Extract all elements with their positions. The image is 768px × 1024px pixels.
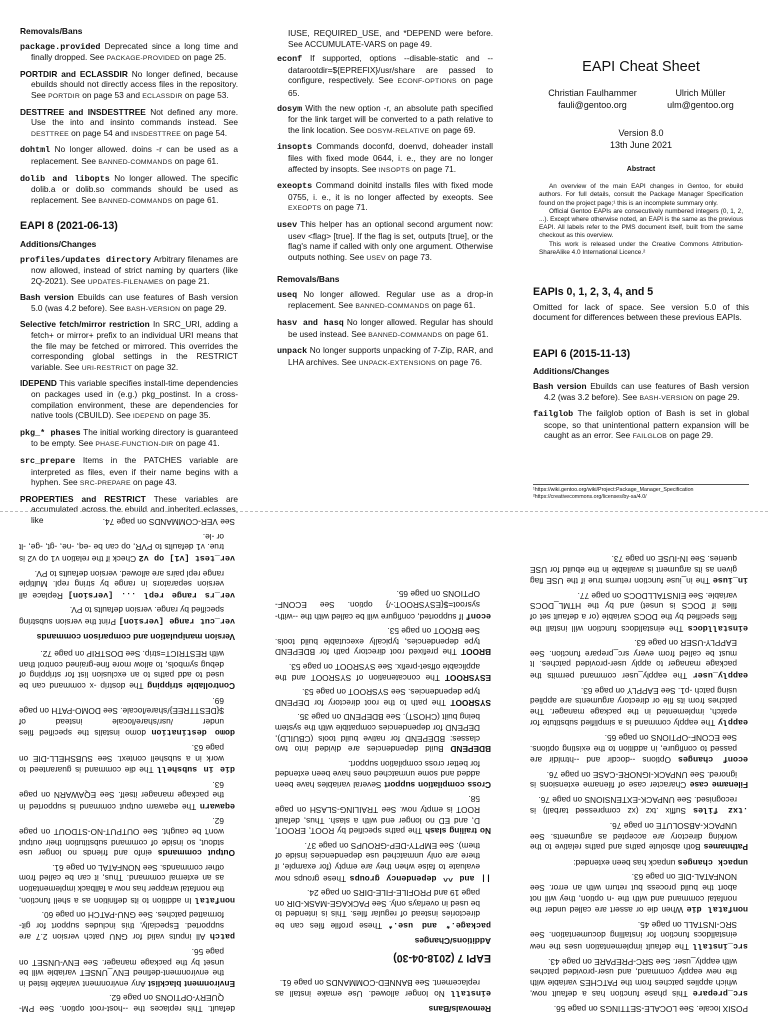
additions-heading: Additions/Changes [20, 238, 97, 249]
entry-page: on page 61. [442, 328, 489, 339]
entry-term: PORTDIR and ECLASSDIR [20, 68, 128, 79]
entry-page: on page 53 and [79, 89, 143, 100]
entry-page: on page 29. [693, 391, 740, 402]
entry-text: No longer allowed. The specific dolib.a or dolib.so commands should be used as replacement. See [31, 172, 238, 205]
entry [20, 173, 238, 208]
entry [20, 427, 238, 451]
entry-reference: PACKAGE-PROVIDED [106, 55, 180, 63]
footnotes [533, 484, 749, 501]
author-2 [667, 87, 734, 111]
entry-term: patch [209, 931, 235, 942]
entry-term: nonfatal [194, 894, 235, 905]
entry-text: If supported, options --disable-static and --datarootdir=${EPREFIX}/usr/share are passed to configure, respectively. See [288, 53, 493, 86]
entry-reference: UPDATES-FILENAMES [87, 278, 164, 286]
entry-term: pkg_* phases [20, 427, 81, 438]
entry-text: Arbitrary filenames are now allowed, instead of strict naming by quarters (like 2Q-2021). See [31, 253, 238, 286]
entry-page: on page 29. [667, 430, 714, 441]
top-right-column [533, 52, 749, 512]
entry-page: on page 73. [385, 251, 432, 262]
entry [19, 862, 235, 905]
entry [275, 712, 491, 754]
entry [275, 977, 491, 999]
version-date: 13th June 2021 [609, 139, 673, 150]
entry-text: This variable specifies install-time dependencies on packages used in (e.g.) pkg_postinst. In a cross-compilation environment, these are dependencies for native tools (CBUILD). See [31, 378, 238, 421]
entry-term: eqawarn [199, 800, 235, 811]
bottom-left-column [19, 514, 235, 1014]
abstract [533, 183, 749, 257]
version-commands-heading: Version manipulation and comparison commands [36, 631, 235, 642]
bottom-middle-column [275, 514, 491, 1014]
entry-text: unpack has been extended: [573, 857, 676, 868]
entry [277, 345, 493, 369]
entry-term: nonfatal die [686, 904, 748, 915]
author-1-email: fauli@gentoo.org [558, 99, 627, 110]
entry-term: failglob [533, 409, 574, 420]
authors [533, 87, 749, 111]
entry-text: These variables are accumulated across the ebuild and inherited eclasses, like [31, 493, 239, 525]
entry [19, 910, 235, 943]
entry-term: die in subshell [157, 764, 235, 775]
entry [275, 840, 491, 883]
entry-page: on page 35. [164, 410, 211, 421]
entry-reference: EXEOPTS [288, 205, 322, 213]
entry [277, 103, 493, 138]
entry-text: The concatenation of SYSROOT and the applicable offset-prefix. See SYSROOT on page 53. [275, 661, 480, 683]
entry-text: Options --docdir and --htmldir are passed to configure, in addition to the existing options. See ECONF-OPTIONS on page 65. [530, 732, 737, 766]
entry-reference: BASH-VERSION [639, 394, 694, 402]
entry [275, 888, 491, 931]
entry-page: on page 71. [409, 163, 457, 174]
entry-reference: BANNED-COMMANDS [98, 158, 173, 166]
entry-text: The paths specified by ROOT, EROOT, D, and ED no longer end with a slash. Thus, default ROOT is empty now. See TRAILING-SLASH on page 58. [274, 794, 480, 837]
entry-term: useq [277, 289, 298, 300]
entry-text: No longer allowed. Use emake install as replacement. See BANNED-COMMANDS on page 61. [275, 977, 480, 1000]
entry-page: on page 54 and [68, 127, 132, 138]
entry [20, 378, 238, 422]
entry-term: dosym [277, 103, 303, 114]
entry-term: dolib and libopts [20, 173, 110, 184]
entry-reference: DESTTREE [31, 130, 69, 138]
entry [530, 553, 748, 586]
abstract-paragraph: This work is released under the Creative Commons Attribution-ShareAlike 4.0 International Licence.² [539, 240, 743, 256]
entry-term: src_install [692, 941, 748, 952]
entry-text: Several variables have been added and some unmatched ones have been extended for better cross compilation support. [275, 758, 480, 790]
entry [275, 794, 491, 836]
entry-term: PROPERTIES and RESTRICT [20, 493, 146, 504]
entry-term: ver_cut range [version] [118, 616, 235, 626]
entry-text: The initial working directory is guaranteed to be empty. See [31, 426, 239, 449]
entry-text: With the new option -r, an absolute path specified for the link target will be converted to a path relative to the link location. See [288, 102, 493, 135]
entry-text: The eqawarn output command is supported in the package manager itself. See EQAWARN on page 63. [19, 779, 224, 812]
entry-term: econf [465, 610, 491, 621]
entry [19, 816, 235, 858]
entry-page: on page 29. [180, 302, 227, 313]
entry-term: SYSROOT [450, 697, 491, 708]
entry-term: Pathnames [703, 842, 748, 853]
entry-term: Selective fetch/mirror restriction [20, 319, 150, 330]
entry-term: Controllable stripping [147, 680, 235, 691]
entry [20, 292, 238, 315]
entry-term: eapply [717, 717, 748, 728]
version-number: Version 8.0 [618, 127, 664, 138]
top-middle-column [277, 28, 493, 512]
entry-term: Bash version [20, 292, 74, 303]
entry-term: usev [277, 219, 298, 230]
entry-text: The die command is guaranteed to work in a subshell context. See SUBSHELL-DIE on page 63. [18, 742, 224, 776]
entry [20, 144, 238, 168]
entry-text: In addition to its definition as a shell function, the nonfatal wrapper has now a fallback implementation as an external command. Thus, it can be called from other commands. See NONFATAL on page 61. [19, 862, 224, 906]
eapi7-heading: EAPI 7 (2018-04-30) [393, 952, 491, 965]
entry-text: Ebuilds can use features of Bash version 4.2 (was 3.2 before). See [544, 380, 750, 402]
entry [19, 779, 235, 812]
entry-reference: USEV [366, 254, 386, 262]
entry [275, 661, 491, 682]
entry-reference: BASH-VERSION [126, 305, 181, 313]
entry-text: Not defined any more. Use the into and insinto commands instead. See [31, 106, 239, 128]
entry-text: Deprecated since a long time and finally dropped. See [31, 40, 238, 63]
entry [530, 769, 748, 790]
entry [19, 742, 235, 775]
entry [277, 180, 493, 215]
entry [530, 794, 748, 816]
entry-term: IDEPEND [20, 378, 57, 389]
entry-text: The failglob option of Bash is set in global scope, so that unintentional pattern expansion will be caught as an error. See [544, 408, 749, 441]
entry [277, 53, 493, 98]
entry-reference: UNPACK-EXTENSIONS [358, 359, 436, 367]
bottom-half [0, 512, 768, 1024]
entry-text: The default implementation uses the new einstalldocs function for installing documentation. See SRC-INSTALL on page 45. [530, 919, 737, 953]
entry-text: These profile files can be directories instead of regular files. This is intended to be used in overlays only. See PACKAGE-MASK-DIR on page 19 and PROFILE-FILE-DIRS on page 24. [275, 888, 480, 932]
entry-page: on page 54. [180, 127, 228, 138]
entry-term: ESYSROOT [444, 672, 491, 683]
entry [20, 69, 238, 103]
entry-term: Output commands [157, 848, 235, 859]
footnote-2: ²https://creativecommons.org/licenses/by-sa/4.0/ [533, 494, 647, 500]
author-1-name: Christian Faulhammer [548, 87, 637, 98]
removals-heading: Removals/Bans [428, 1004, 491, 1014]
entry-text: No longer allowed. doins -r can be used as a replacement. See [31, 144, 238, 166]
accumulate-vars-text: IUSE, REQUIRED_USE, and *DEPEND were before. See ACCUMULATE-VARS on page 49. [288, 28, 493, 49]
additions-heading: Additions/Changes [533, 366, 610, 377]
entry [19, 946, 235, 988]
entry-text: POSIX locale. See LOCALE-SETTINGS on page 56. [553, 1004, 748, 1014]
entry-text: The dostrip -x command can be used to add paths to an exclusion list for stripping of debug symbols, to allow more fine-grained control than with RESTRICT=strip. See DOSTRIP on page 72. [18, 649, 224, 691]
entry-term: einstall [450, 988, 491, 999]
entry-reference: BANNED-COMMANDS [368, 331, 443, 339]
abstract-heading: Abstract [626, 165, 656, 173]
entry-text: Print the version substring specified by range. version defaults to PV. [19, 605, 224, 627]
entry [275, 589, 491, 622]
entry [20, 319, 238, 374]
entry-text: If supported, configure will be called with the --with-sysroot=${ESYSROOT:-/} option. See ECONF-OPTIONS on page 65. [275, 589, 480, 622]
entry-term: Bash version [533, 380, 587, 391]
entry [277, 141, 493, 176]
entry [533, 408, 749, 443]
entry-term: econf [277, 54, 303, 65]
entry-term: ver_test [v1] op v2 [138, 553, 235, 564]
entry-text: einfo and friends no longer use stdout, so inside of command substitution their output won't be caught. See OUTPUT-NO-STDOUT on page 62. [19, 816, 224, 859]
entry-reference: FAILGLOB [632, 433, 668, 441]
entry [20, 107, 238, 141]
entry [19, 605, 235, 627]
entry-term: unpack [277, 346, 308, 357]
entry-term: insopts [277, 142, 313, 153]
entry-text: No longer defined, because ebuilds should not directly access files in the repository. See [31, 68, 238, 100]
entry [530, 590, 748, 633]
entry-reference: ECONF-OPTIONS [397, 78, 457, 86]
eapi0-5-text: Omitted for lack of space. See version 5.0 of this document for differences between these previous EAPIs. [533, 301, 749, 323]
entry [19, 993, 235, 1014]
entry-text: This phase function has a default now, which applies patches from the PATCHES variable with the new eapply command, and user-provided patches with eapply_user. See SRC-PREPARE on page 43. [529, 956, 737, 1000]
entry-reference: URI-RESTRICT [81, 364, 133, 372]
entry-text: Command doinitd installs files with fixed mode 0755, i. e., it is no longer affected by exeopts. See [288, 180, 493, 202]
entry [530, 638, 748, 681]
entry-page: on page 69. [429, 124, 476, 135]
entry-term: profiles/updates directory [20, 254, 152, 265]
entry-text: This helper has an optional second argument now: usev <flag> [true]. If the flag is set, outputs [true], or the flag's name if called with only one argument. Otherwise outputs nothing. See [288, 218, 494, 262]
entry-text: default. This replaces the --host-root option. See PM-QUERY-OPTIONS on page 62. [19, 993, 235, 1014]
entry [19, 531, 235, 564]
entry-term: Cross compilation support [384, 779, 491, 790]
entry-page: on page 53. [182, 89, 229, 100]
entry-term: .txz files [693, 805, 748, 816]
entry-term: Filename case [689, 780, 748, 791]
entry [530, 956, 748, 999]
entry-term: econf changes [677, 754, 748, 765]
entry [20, 254, 238, 289]
entry-text: The prefixed root directory path for BDEPEND type dependencies, typically executable build tools. See BROOT on page 53. [274, 626, 480, 658]
entry-term: || and ^^ dependency groups [349, 872, 491, 883]
entry-term: package.* and use.* [388, 920, 491, 931]
entry [530, 732, 748, 765]
entry-reference: INSOPTS [378, 166, 410, 174]
entry-text: Both absolute paths and paths relative to the working directory are accepted as arguments. See UNPACK-ABSOLUTE on page 76. [530, 821, 737, 853]
entry [19, 649, 235, 691]
entry-text: These groups now evaluate to false when they are empty (for example, if there are only unmatched use dependencies inside of them). See EMPTY-DEP-GROUPS on page 37. [274, 840, 480, 884]
entry [277, 219, 493, 264]
entry-text: Commands doconfd, doenvd, doheader install files with fixed mode 0644, i. e., they are no longer affected by insopts. See [288, 141, 493, 174]
abstract-paragraph: Official Gentoo EAPIs are consecutively numbered integers (0, 1, 2, ...). Except where otherwise noted, an EAPI is the same as the previous EAPI. All labels refer to the PMS document itself, built from the same checkout as this overview. [539, 207, 743, 240]
entry-page: on page 65. [288, 75, 493, 98]
entry-reference: BANNED-COMMANDS [98, 197, 173, 205]
eapi6-heading: EAPI 6 (2015-11-13) [533, 347, 631, 360]
entry-text: domo installs the specified files under /usr/share/locale instead of ${DESTTREE}/share/locale. See DOMO-PATH on page 69. [19, 695, 224, 739]
entry-term: ver_rs range repl ... [version] [67, 589, 235, 600]
entry-page: on page 43. [130, 477, 177, 488]
entry-term: No trailing slash [425, 826, 491, 837]
entry-text: The eapply_user command permits the package manager to apply user-provided patches. It must be called from every src_prepare function. See EAPPLY-USER on page 63. [529, 638, 737, 681]
entry-term: eapply_user [692, 669, 748, 680]
entry [19, 695, 235, 738]
author-1 [548, 87, 637, 111]
entry [20, 41, 238, 65]
entry [530, 685, 748, 728]
entry [530, 856, 748, 868]
entry-reference: INSDESTTREE [131, 130, 181, 138]
entry [530, 919, 748, 952]
entry-term: in_iuse [712, 575, 748, 586]
entry-term: unpack changes [677, 856, 748, 867]
entry-text: The eapply command is a simplified substitute for epatch, implemented in the package manager. The patches from its file or directory arguments are applied using patch -p1. See EAPPLY on page 63. [530, 685, 737, 729]
entry [19, 568, 235, 601]
eapi8-heading: EAPI 8 (2021-06-13) [20, 220, 118, 233]
version-commands-reference: See VER-COMMANDS on page 74. [102, 517, 235, 528]
entry-reference: BANNED-COMMANDS [355, 303, 430, 311]
bottom-right-column [530, 514, 748, 1014]
author-2-email: ulm@gentoo.org [667, 99, 734, 110]
entry [533, 381, 749, 404]
entry-text: Suffix .txz (xz compressed tarball) is recognised. See UNPACK-EXTENSIONS on page 76. [529, 794, 737, 817]
entry-text: Build dependencies are divided into two classes: BDEPEND for native build tools (CBUILD), DEPEND for dependencies compatible with the system being built (CHOST). See BDEPEND on page 35. [274, 712, 480, 755]
removals-heading: Removals/Bans [277, 274, 340, 285]
entry-text: When die or assert are called under the nonfatal command and with the -n option, they will not abort the build process but return with an error. See NONFATAL-DIE on page 63. [529, 872, 737, 916]
document-title: EAPI Cheat Sheet [582, 59, 700, 75]
entry-reference: PORTDIR [48, 92, 80, 100]
entry-text: Check if the relation v1 op v2 is true. v1 defaults to PVR, op can be -eq, -ne, -gt, -ge, -lt or -le. [19, 531, 224, 565]
entry-term: BROOT [461, 647, 491, 658]
entry-term: src_prepare [20, 456, 76, 466]
entry-term: src_prepare [692, 988, 748, 999]
entry-text: Items in the PATCHES variable are interpreted as files, even if their name begins with a hyphen. See [31, 455, 238, 488]
entry-text: The in_iuse function returns true if the USE flag given as its argument is available in the ebuild for USE queries. See IN-IUSE on page 73. [530, 554, 737, 587]
entry-reference: SRC-PREPARE [79, 480, 131, 488]
entry-page: on page 71. [321, 202, 368, 213]
entry-term: package.provided [20, 41, 101, 52]
entry-text: Character case of filename extensions is ignored. See UNPACK-IGNORE-CASE on page 76. [530, 769, 737, 791]
entry-text: Replace all version separators in range by string repl. Multiple range repl pairs are allowed. version defaults to PV. [19, 568, 224, 601]
entry-page: on page 61. [172, 194, 219, 205]
entry-text: No longer allowed. Regular has should be used instead. See [288, 317, 493, 339]
entry-text: All inputs valid for GNU patch version 2.7 are supported. Especially, this includes support for git-formatted patches. See GNU-PATCH on page 60. [19, 910, 224, 943]
entry-text: In SRC_URI, adding a fetch+ or mirror+ prefix to an individual URI means that the file may be fetched or mirrored. This overrides the corresponding global settings in the RESTRICT variable. See [31, 319, 239, 372]
version-block [533, 127, 749, 151]
entry-page: on page 41. [173, 438, 220, 449]
entry-page: on page 61. [429, 300, 476, 311]
entry-term: DESTTREE and INSDESTTREE [20, 106, 146, 117]
entry-term: domo destination [151, 727, 235, 738]
entry-text: The einstalldocs function will install the files specified by the DOCS variable (or a default set of files if DOCS is unset) and by the HTML_DOCS variable. See EINSTALLDOCS on page 77. [530, 590, 737, 634]
additions-heading: Additions/Changes [414, 935, 491, 946]
entry [530, 872, 748, 915]
rotated-content [0, 512, 768, 1024]
entry [275, 687, 491, 708]
entry-term: einstalldocs [687, 622, 748, 633]
entry [275, 758, 491, 790]
entry-reference: PHASE-FUNCTION-DIR [95, 441, 174, 449]
abstract-paragraph: An overview of the main EAPI changes in Gentoo, for ebuild authors. For full details, consult the Package Manager Specification found on the project page;¹ this is an incomplete summary only. [539, 183, 743, 207]
entry [20, 455, 238, 490]
entry-text: The path to the root directory for DEPEND type dependencies. See SYSROOT on page 53. [274, 687, 480, 708]
entry [277, 317, 493, 341]
entry-reference: ECLASSDIR [142, 92, 183, 100]
entry-reference: DOSYM-RELATIVE [366, 127, 430, 135]
entry-page: on page 32. [132, 361, 179, 372]
entry-term: hasv and hasq [277, 318, 344, 329]
entry-term: dohtml [20, 145, 51, 156]
entry-page: on page 61. [172, 155, 219, 166]
entry [277, 289, 493, 313]
entry-text: Any environment variable listed in the environment-defined ENV_UNSET variable will be unset by the package manager. See ENV-UNSET on page 56. [18, 947, 224, 989]
entry-page: on page 21. [163, 275, 210, 286]
entry-page: on page 76. [435, 356, 482, 367]
entry-page: on page 25. [179, 52, 227, 63]
entry-term: Environment blacklist [148, 978, 235, 989]
entry-term: exeopts [277, 181, 313, 192]
entry [530, 1003, 748, 1014]
entry-term: BDEPEND [450, 744, 491, 755]
author-2-name: Ulrich Müller [675, 87, 726, 98]
entry-text: Ebuilds can use features of Bash version 5.0 (was 4.2 before). See [31, 292, 239, 313]
entry-reference: IDEPEND [132, 413, 165, 421]
footnote-1: ¹https://wiki.gentoo.org/wiki/Project:Package_Manager_Specification [533, 487, 694, 493]
entry [275, 626, 491, 658]
entry [530, 821, 748, 853]
eapi0-5-heading: EAPIs 0, 1, 2, 3, 4, and 5 [533, 286, 654, 299]
entry-text: No longer allowed. Regular use as a drop-in replacement. See [288, 288, 493, 311]
removals-heading: Removals/Bans [20, 26, 83, 36]
entry-text: No longer supports unpacking of 7-Zip, RAR, and LHA archives. See [288, 345, 493, 367]
